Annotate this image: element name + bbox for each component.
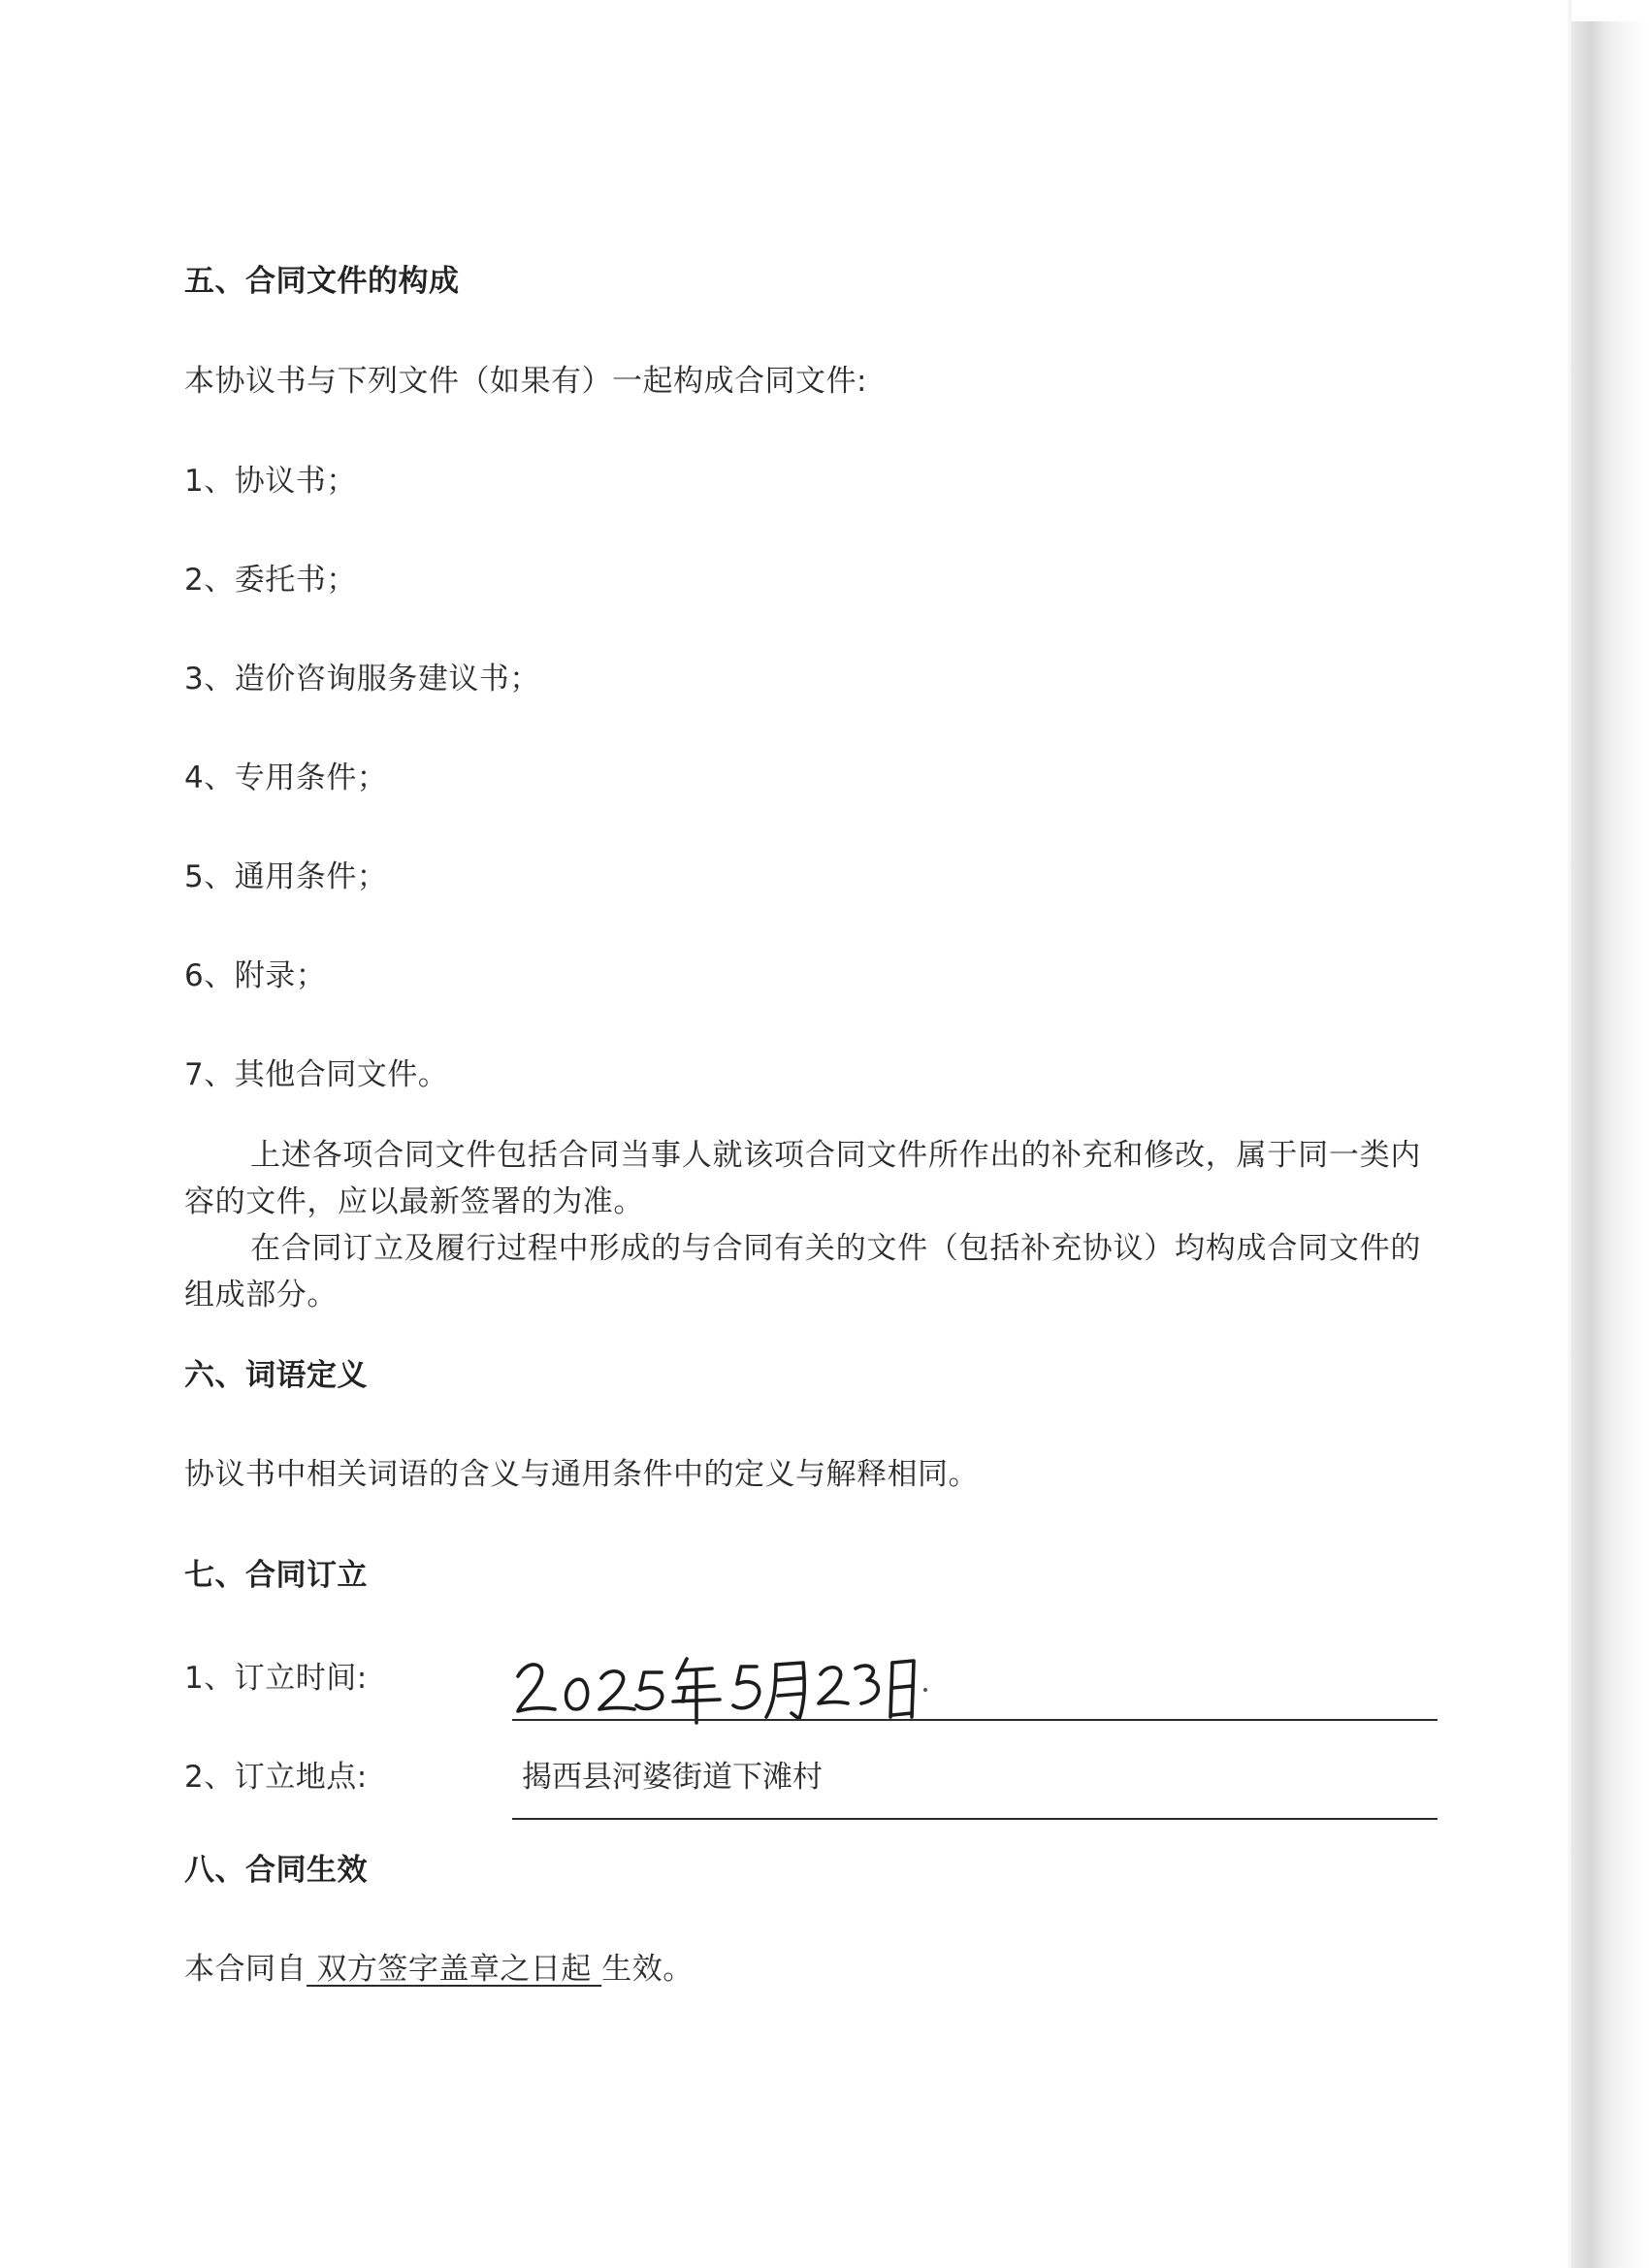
section5-paragraph-2: 在合同订立及履行过程中形成的与合同有关的文件（包括补充协议）均构成合同文件的组成部分。 <box>184 1231 1421 1312</box>
list-item: 2、委托书； <box>184 563 357 598</box>
signing-time-underline <box>512 1719 1438 1721</box>
signing-place-value: 揭西县河婆街道下滩村 <box>522 1760 823 1795</box>
section6-heading: 六、词语定义 <box>184 1358 368 1393</box>
section8-text <box>184 1950 694 1989</box>
effective-suffix: 生效。 <box>601 1952 694 1987</box>
section6-text: 协议书中相关词语的含义与通用条件中的定义与解释相同。 <box>184 1457 979 1492</box>
scan-edge-shadow <box>1571 21 1649 2268</box>
signing-time-label: 1、订立时间: <box>184 1661 368 1696</box>
section5-paragraph-1: 上述各项合同文件包括合同当事人就该项合同文件所作出的补充和修改，属于同一类内容的文件，应以最新签署的为准。 <box>184 1138 1421 1219</box>
list-item: 1、协议书； <box>184 464 357 499</box>
signing-place-label: 2、订立地点: <box>184 1760 368 1795</box>
list-item: 7、其他合同文件。 <box>184 1057 449 1092</box>
section5-intro: 本协议书与下列文件（如果有）一起构成合同文件: <box>184 364 867 399</box>
effective-condition: 双方签字盖章之日起 <box>307 1952 602 1987</box>
effective-prefix: 本合同自 <box>184 1952 307 1987</box>
list-item: 4、专用条件； <box>184 761 388 795</box>
section7-heading: 七、合同订立 <box>184 1558 368 1593</box>
handwritten-date-signature <box>512 1639 939 1731</box>
list-item: 5、通用条件； <box>184 859 388 894</box>
signing-place-underline <box>512 1818 1438 1820</box>
list-item: 6、附录； <box>184 958 327 993</box>
scan-edge-fade <box>1566 0 1571 2268</box>
section5-heading: 五、合同文件的构成 <box>184 264 460 299</box>
section8-heading: 八、合同生效 <box>184 1853 368 1888</box>
list-item: 3、造价咨询服务建议书； <box>184 662 540 697</box>
